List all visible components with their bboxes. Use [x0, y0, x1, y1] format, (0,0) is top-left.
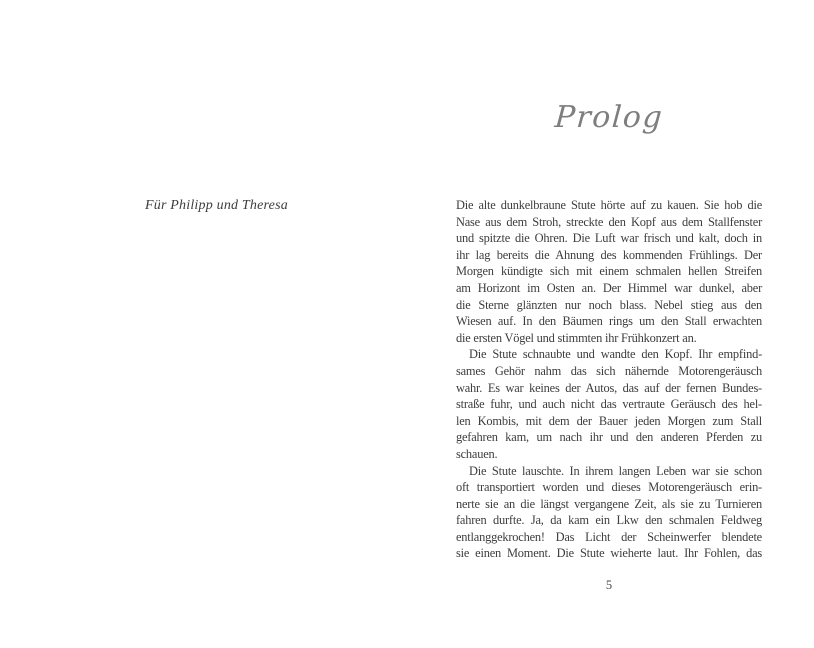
text-line: am Horizont im Osten an. Der Himmel war dunkel, aber — [456, 280, 762, 295]
text-line: gefahren kam, um nach ihr und den anderen Pferden zu — [456, 430, 762, 445]
text-line: Die alte dunkelbraune Stute hörte auf zu kauen. Sie hob die — [456, 198, 762, 212]
text-line: Die Stute lauschte. In ihrem langen Leben war sie schon — [469, 463, 762, 478]
chapter-heading: Prolog — [553, 100, 665, 135]
text-line: ihr lag bereits die Ahnung des kommenden Frühlings. Der — [456, 247, 762, 262]
text-line: entlanggekrochen! Das Licht der Scheinwerfer blendete — [456, 529, 762, 544]
text-line: schauen. — [456, 446, 498, 461]
text-line: straße fuhr, und auch nicht das vertraute Geräusch des hel- — [456, 397, 762, 412]
dedication-text: Für Philipp und Theresa — [145, 198, 288, 213]
text-line: Wiesen auf. In den Bäumen rings um den Stall erwachten — [456, 314, 762, 329]
text-line: wahr. Es war keines der Autos, das auf der fernen Bundes- — [456, 380, 762, 395]
text-line: die ersten Vögel und stimmten ihr Frühkonzert an. — [456, 330, 697, 345]
text-line: und spitzte die Ohren. Die Luft war frisch und kalt, doch in — [456, 231, 762, 246]
text-line: Morgen kündigte sich mit einem schmalen hellen Streifen — [456, 264, 762, 279]
page-number: 5 — [605, 578, 613, 592]
text-line: Die Stute schnaubte und wandte den Kopf. Ihr empfind- — [469, 347, 762, 362]
right-page — [407, 0, 814, 648]
text-line: oft transportiert worden und dieses Motorengeräusch erin- — [456, 480, 762, 495]
text-line: die Sterne glänzten nur noch blass. Nebel stieg aus den — [456, 297, 762, 312]
text-line: sie einen Moment. Die Stute wieherte laut. Ihr Fohlen, das — [456, 546, 762, 561]
text-line: nerte sie an die längst vergangene Zeit, als sie zu Turnieren — [456, 496, 762, 511]
text-line: sames Gehör nahm das sich nähernde Motorengeräusch — [456, 363, 762, 378]
body-text-column — [456, 197, 762, 562]
text-line: len Kombis, mit dem der Bauer jeden Morgen zum Stall — [456, 413, 762, 428]
text-line: Nase aus dem Stroh, streckte den Kopf aus dem Stallfenster — [456, 214, 762, 229]
text-line: fahren durfte. Ja, da kam ein Lkw den schmalen Feldweg — [456, 513, 762, 528]
